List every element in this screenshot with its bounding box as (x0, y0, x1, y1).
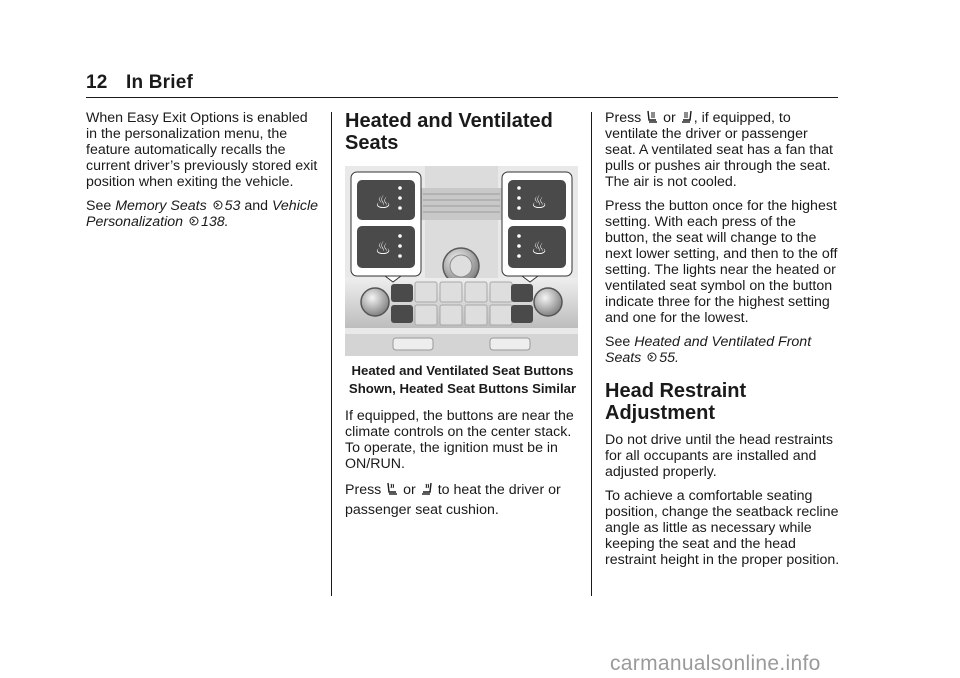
see-also-paragraph: See Memory Seats 53 and Vehicle Personalization 138. (86, 198, 318, 230)
settings-paragraph: Press the button once for the highest setting. With each press of the button, the seat will change to the next lower setting, and then to the off setting. The lights near the heated or ventilated seat symbol on the button indicate three for the highest setting and one for the lowest. (605, 198, 838, 326)
section-title: In Brief (126, 72, 194, 93)
vent-instruction-paragraph: Press or , if equipped, to ventilate the driver or passenger seat. A ventilated seat has a fan that pulls or pushes air through the seat. The air is not cooled. (605, 110, 833, 190)
column-divider-2 (591, 112, 592, 596)
column-1 (86, 110, 318, 238)
heated-intro-paragraph: If equipped, the buttons are near the climate controls on the center stack. To operate, the ignition must be in ON/RUN. (345, 408, 574, 472)
svg-text:♨: ♨ (531, 238, 548, 259)
ventilated-seat-passenger-icon (681, 110, 693, 124)
ventilated-seat-driver-icon (646, 110, 658, 124)
header-rule (86, 97, 838, 98)
page-reference-arrow-icon (188, 214, 200, 228)
watermark: carmanualsonline.info (610, 652, 821, 675)
svg-text:♨: ♨ (531, 192, 548, 213)
head-restraint-paragraph-2: To achieve a comfortable seating position, change the seatback recline angle as little as necessary while keeping the seat and the head restraint height in the proper position. (605, 488, 840, 568)
svg-text:♨: ♨ (375, 192, 392, 213)
figure-caption: Heated and Ventilated Seat Buttons Shown, Heated Seat Buttons Similar (348, 363, 577, 396)
column-divider-1 (331, 112, 332, 596)
head-restraint-heading: Head Restraint Adjustment (605, 380, 747, 424)
memory-seats-page[interactable]: 53 (224, 198, 241, 214)
page-reference-arrow-icon (212, 198, 224, 212)
heated-seat-passenger-icon (421, 482, 433, 496)
memory-seats-link[interactable]: Memory Seats (115, 198, 207, 214)
heated-ventilated-front-seats-link[interactable]: Heated and Ventilated Front Seats (605, 334, 812, 366)
heat-instruction-paragraph: Press or to heat the driver or passenger seat cushion. (345, 482, 561, 518)
vehicle-personalization-link[interactable]: Vehicle Personalization (86, 198, 318, 230)
page-number: 12 (86, 72, 108, 93)
heated-seat-driver-icon (386, 482, 398, 496)
vent-see-also-paragraph: See Heated and Ventilated Front Seats 55. (605, 334, 812, 366)
heated-ventilated-front-seats-page[interactable]: 55. (659, 350, 679, 366)
heated-seats-heading: Heated and Ventilated Seats (345, 110, 553, 154)
seat-buttons-photo (345, 166, 578, 356)
head-restraint-paragraph-1: Do not drive until the head restraints for all occupants are installed and adjusted properly. (605, 432, 833, 480)
page-header (86, 72, 193, 94)
column-2 (345, 110, 580, 528)
vehicle-personalization-page[interactable]: 138. (200, 214, 229, 230)
column-3 (605, 110, 840, 576)
page-reference-arrow-icon (646, 350, 658, 364)
svg-text:♨: ♨ (375, 238, 392, 259)
easy-exit-paragraph: When Easy Exit Options is enabled in the personalization menu, the feature automatically recalls the current driver’s previously stored exit position when exiting the vehicle. (86, 110, 318, 190)
